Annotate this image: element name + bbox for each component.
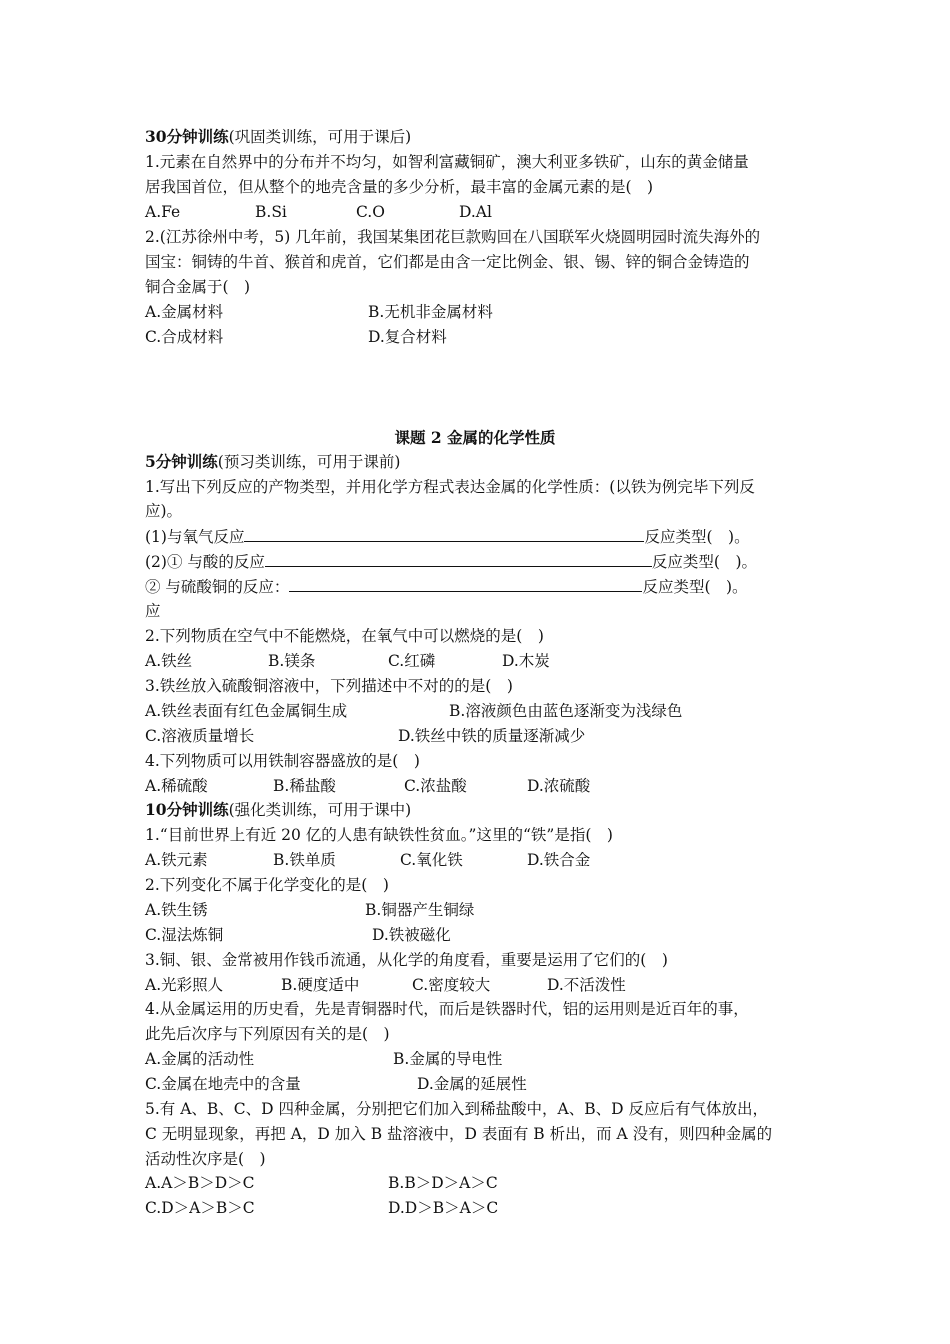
option-d: D.复合材料 <box>368 328 447 346</box>
question-text: 铜合金属于( ) <box>145 278 251 296</box>
section-note: (预习类训练，可用于课前) <box>217 453 401 471</box>
option-a: A.Fe <box>145 203 181 221</box>
section-note: (强化类训练，可用于课中) <box>228 801 412 819</box>
stray-text: 应 <box>145 602 161 620</box>
option-c: C.D＞A＞B＞C <box>145 1199 255 1217</box>
option-b: B.Si <box>255 203 287 221</box>
option-a: A.金属材料 <box>145 303 224 321</box>
option-b: B.无机非金属材料 <box>368 303 493 321</box>
answer-blank[interactable] <box>289 575 642 592</box>
section-title: 30分钟训练 <box>145 127 229 146</box>
section-30min-heading <box>145 126 411 148</box>
question-text: 1.元素在自然界中的分布并不均匀，如智利富藏铜矿，澳大利亚多铁矿，山东的黄金储量 <box>145 153 749 171</box>
reaction-row-oxygen <box>145 525 750 548</box>
option-c: C.金属在地壳中的含量 <box>145 1075 301 1093</box>
reaction-label: (2)① 与酸的反应 <box>145 553 265 571</box>
reaction-row-acid <box>145 550 757 573</box>
option-b: B.稀盐酸 <box>273 777 336 795</box>
answer-blank[interactable] <box>265 550 652 567</box>
question-text: 4.下列物质可以用铁制容器盛放的是( ) <box>145 752 420 770</box>
question-text: 5.有 A、B、C、D 四种金属，分别把它们加入到稀盐酸中，A、B、D 反应后有气体放出， <box>145 1100 768 1118</box>
reaction-label: ② 与硫酸铜的反应： <box>145 578 290 596</box>
option-a: A.铁丝表面有红色金属铜生成 <box>145 702 348 720</box>
option-b: B.溶液颜色由蓝色逐渐变为浅绿色 <box>449 702 683 720</box>
question-text: C 无明显现象，再把 A，D 加入 B 盐溶液中，D 表面有 B 析出，而 A 没有，则四种金属的 <box>145 1125 773 1143</box>
option-a: A.铁生锈 <box>145 901 208 919</box>
reaction-type: 反应类型( )。 <box>642 578 748 596</box>
option-a: A.光彩照人 <box>145 976 224 994</box>
lesson-title: 课题 2 金属的化学性质 <box>394 428 556 447</box>
option-a: A.铁元素 <box>145 851 208 869</box>
option-a: A.稀硫酸 <box>145 777 208 795</box>
reaction-type: 反应类型( )。 <box>644 528 750 546</box>
option-d: D.Al <box>459 203 492 221</box>
section-10min-heading <box>145 799 411 821</box>
option-c: C.合成材料 <box>145 328 224 346</box>
question-text: 2.下列物质在空气中不能燃烧，在氧气中可以燃烧的是( ) <box>145 627 544 645</box>
option-a: A.铁丝 <box>145 652 193 670</box>
option-c: C.浓盐酸 <box>404 777 467 795</box>
question-text: 1.“目前世界上有近 20 亿的人患有缺铁性贫血。”这里的“铁”是指( ) <box>145 826 613 844</box>
option-b: B.B＞D＞A＞C <box>388 1174 498 1192</box>
reaction-type: 反应类型( )。 <box>651 553 757 571</box>
section-5min-heading <box>145 451 400 473</box>
option-c: C.湿法炼铜 <box>145 926 224 944</box>
option-c: C.氧化铁 <box>400 851 463 869</box>
reaction-row-copper-sulfate <box>145 575 748 598</box>
question-text: 3.铜、银、金常被用作钱币流通，从化学的角度看，重要是运用了它们的( ) <box>145 951 668 969</box>
answer-blank[interactable] <box>244 525 644 542</box>
option-c: C.溶液质量增长 <box>145 727 255 745</box>
question-text: 1.写出下列反应的产物类型，并用化学方程式表达金属的化学性质：(以铁为例完毕下列反 <box>145 478 755 496</box>
option-d: D.不活泼性 <box>547 976 626 994</box>
section-title: 5分钟训练 <box>145 452 218 471</box>
question-text: 活动性次序是( ) <box>145 1150 266 1168</box>
option-b: B.硬度适中 <box>281 976 360 994</box>
question-text: 2.(江苏徐州中考，5) 几年前，我国某集团花巨款购回在八国联军火烧圆明园时流失海外的 <box>145 228 761 246</box>
option-d: D.浓硫酸 <box>527 777 591 795</box>
option-a: A.A＞B＞D＞C <box>145 1174 255 1192</box>
option-c: C.红磷 <box>388 652 436 670</box>
question-text: 3.铁丝放入硫酸铜溶液中，下列描述中不对的的是( ) <box>145 677 513 695</box>
option-d: D.木炭 <box>502 652 550 670</box>
option-c: C.O <box>356 203 385 221</box>
option-c: C.密度较大 <box>412 976 491 994</box>
question-text: 应)。 <box>145 502 183 520</box>
question-text: 国宝：铜铸的牛首、猴首和虎首，它们都是由含一定比例金、银、锡、锌的铜合金铸造的 <box>145 253 750 271</box>
option-b: B.铜器产生铜绿 <box>365 901 475 919</box>
option-d: D.金属的延展性 <box>417 1075 527 1093</box>
option-a: A.金属的活动性 <box>145 1050 255 1068</box>
option-b: B.铁单质 <box>273 851 336 869</box>
section-title: 10分钟训练 <box>145 800 229 819</box>
question-text: 此先后次序与下列原因有关的是( ) <box>145 1025 390 1043</box>
reaction-label: (1)与氧气反应 <box>145 528 245 546</box>
option-d: D.铁合金 <box>527 851 591 869</box>
option-d: D.铁被磁化 <box>372 926 451 944</box>
question-text: 2.下列变化不属于化学变化的是( ) <box>145 876 389 894</box>
option-d: D.铁丝中铁的质量逐渐减少 <box>398 727 586 745</box>
option-b: B.镁条 <box>268 652 316 670</box>
option-d: D.D＞B＞A＞C <box>388 1199 499 1217</box>
question-text: 居我国首位，但从整个的地壳含量的多少分析，最丰富的金属元素的是( ) <box>145 178 654 196</box>
question-text: 4.从金属运用的历史看，先是青铜器时代，而后是铁器时代，铝的运用则是近百年的事， <box>145 1000 749 1018</box>
section-note: (巩固类训练，可用于课后) <box>228 128 412 146</box>
option-b: B.金属的导电性 <box>393 1050 503 1068</box>
